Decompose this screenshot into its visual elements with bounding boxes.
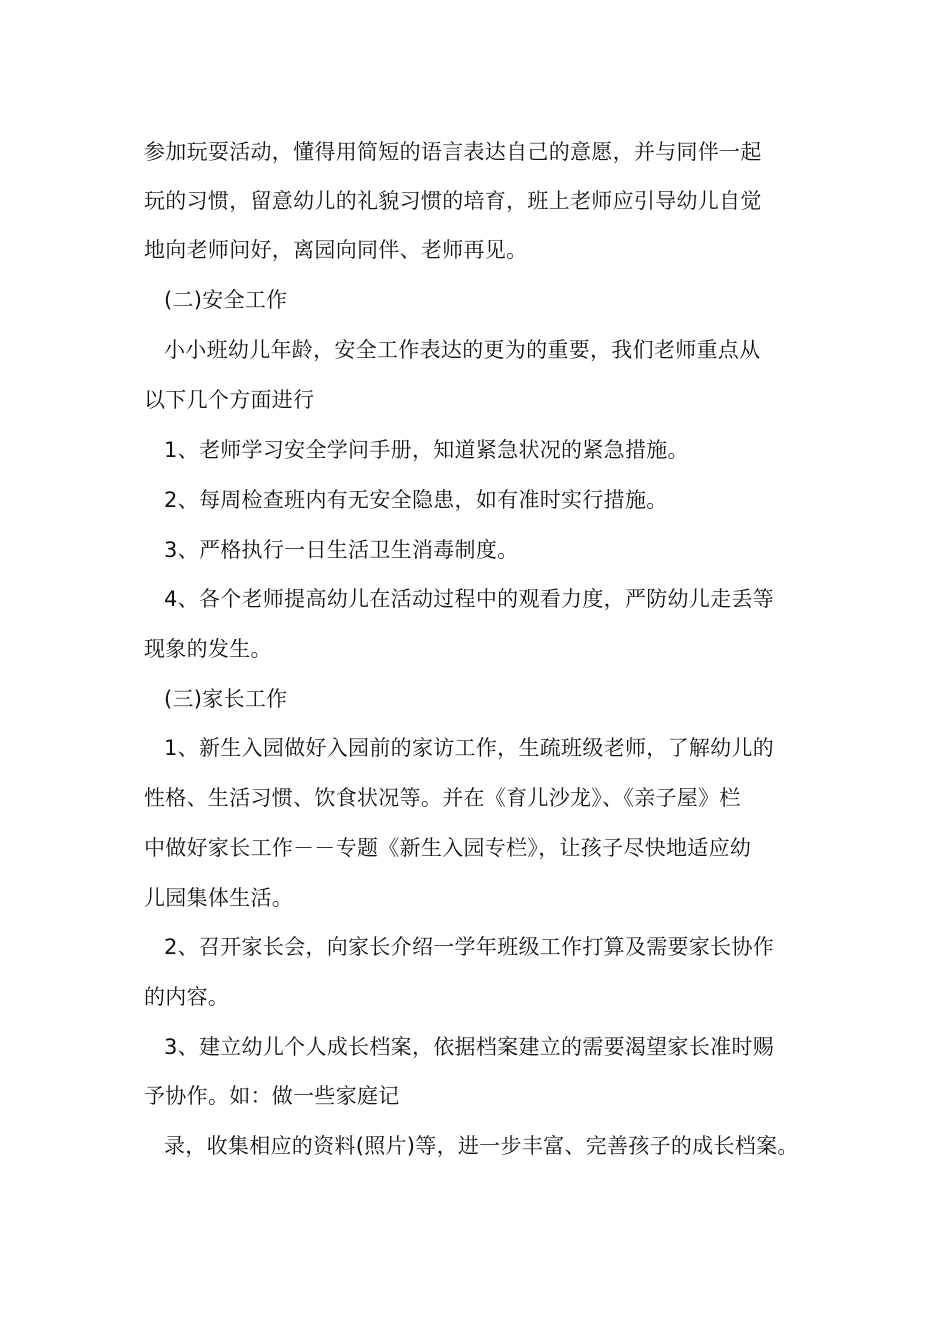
text-line: 性格、生活习惯、饮食状况等。并在《育儿沙龙》、《亲子屋》栏 (144, 786, 741, 810)
text-line: 的内容。 (144, 985, 230, 1009)
text-line: 小小班幼儿年龄，安全工作表达的更为的重要，我们老师重点从 (164, 338, 761, 362)
list-item: 2、每周检查班内有无安全隐患，如有准时实行措施。 (164, 488, 668, 512)
text-line: 中做好家长工作－－专题《新生入园专栏》，让孩子尽快地适应幼 (144, 836, 752, 860)
text-line: 以下几个方面进行 (144, 388, 315, 412)
list-item: 4、各个老师提高幼儿在活动过程中的观看力度，严防幼儿走丢等 (164, 587, 775, 611)
text-line: 儿园集体生活。 (144, 886, 294, 910)
text-line: 玩的习惯，留意幼儿的礼貌习惯的培育，班上老师应引导幼儿自觉 (144, 189, 762, 213)
list-item: 3、建立幼儿个人成长档案，依据档案建立的需要渴望家长准时赐 (164, 1035, 775, 1059)
list-item: 1、新生入园做好入园前的家访工作，生疏班级老师，了解幼儿的 (164, 736, 775, 760)
list-item: 2、召开家长会，向家长介绍一学年班级工作打算及需要家长协作 (164, 935, 775, 959)
text-line: 录，收集相应的资料(照片)等，进一步丰富、完善孩子的成长档案。 (164, 1134, 799, 1158)
text-line: 地向老师问好，离园向同伴、老师再见。 (144, 238, 528, 262)
section-heading-safety: (二)安全工作 (164, 288, 288, 312)
text-line: 参加玩耍活动，懂得用简短的语言表达自己的意愿，并与同伴一起 (144, 140, 762, 164)
list-item: 3、严格执行一日生活卫生消毒制度。 (164, 538, 519, 562)
list-item: 1、老师学习安全学问手册，知道紧急状况的紧急措施。 (164, 438, 689, 462)
section-heading-parents: (三)家长工作 (164, 687, 288, 711)
text-line: 现象的发生。 (144, 637, 272, 661)
text-line: 予协作。如：做一些家庭记 (144, 1084, 400, 1108)
